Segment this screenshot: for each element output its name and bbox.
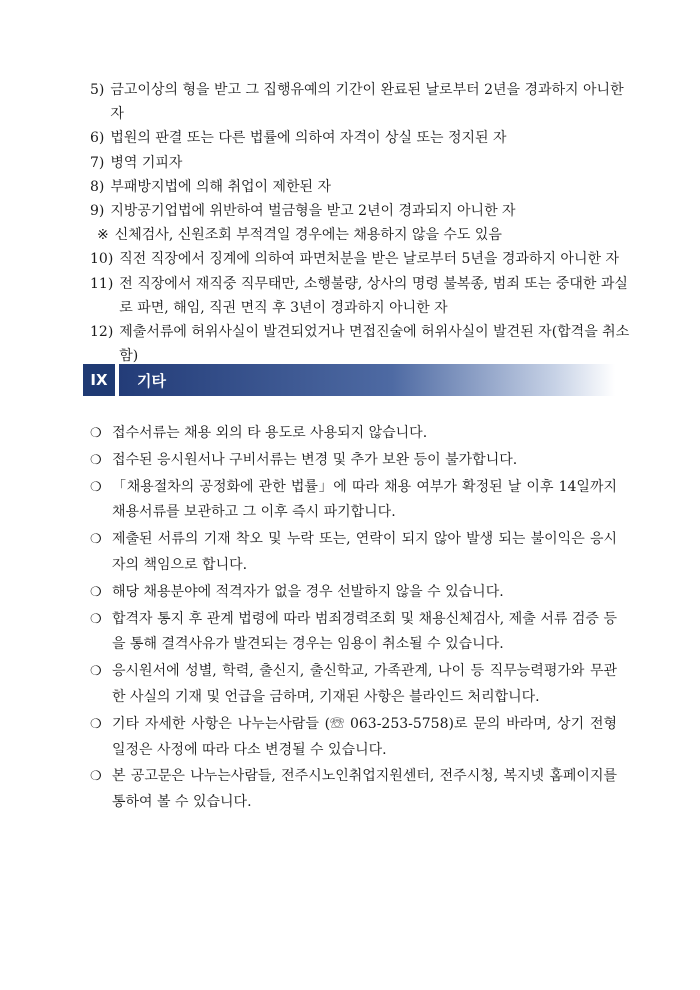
list-item: [90, 764, 617, 816]
circle-bullet-icon: ❍: [90, 479, 102, 495]
circle-bullet-icon: ❍: [90, 426, 102, 441]
list-item: [90, 448, 617, 474]
item-text: 제출된 서류의 기재 착오 및 누락 또는, 연락이 되지 않아 발생 되는 불이익은 응시자의 책임으로 합니다.: [112, 531, 617, 573]
note-text: 신체검사, 신원조회 부적격일 경우에는 채용하지 않을 수도 있음: [114, 227, 502, 244]
section-number: IX: [83, 364, 115, 396]
circle-bullet-icon: ❍: [90, 584, 102, 600]
item-text: 기타 자세한 사항은 나누는사람들 (☏ 063-253-5758)로 문의 바라며, 상기 전형 일정은 사정에 따라 다소 변경될 수 있습니다.: [112, 715, 617, 758]
list-item: [90, 712, 617, 764]
list-item: [90, 421, 617, 447]
notice-list: [90, 421, 617, 817]
item-text: 부패방지법에 의해 취업이 제한된 자: [110, 178, 332, 195]
item-text: 접수된 응시원서나 구비서류는 변경 및 추가 보완 등이 불가합니다.: [112, 451, 518, 468]
circle-bullet-icon: ❍: [90, 532, 102, 548]
item-number: 10): [90, 251, 114, 268]
disqualification-list: [90, 78, 630, 368]
item-number: 12): [90, 324, 114, 341]
list-item: [90, 78, 630, 126]
circle-bullet-icon: ❍: [90, 716, 102, 732]
item-text: 병역 기피자: [110, 154, 183, 171]
item-text: 해당 채용분야에 적격자가 없을 경우 선발하지 않을 수 있습니다.: [112, 583, 504, 600]
list-item: [90, 527, 617, 579]
list-item: [90, 320, 630, 368]
item-text: 본 공고문은 나누는사람들, 전주시노인취업지원센터, 전주시청, 복지넷 홈페이지를 통하여 볼 수 있습니다.: [112, 768, 617, 811]
item-number: 7): [90, 154, 105, 171]
list-item: [90, 151, 630, 175]
circle-bullet-icon: ❍: [90, 664, 102, 680]
item-number: 9): [90, 203, 105, 220]
list-item: [90, 580, 617, 606]
list-item: [90, 475, 617, 527]
list-item: [90, 175, 630, 199]
list-note: [90, 223, 630, 247]
list-item: [90, 607, 617, 659]
list-item: [90, 126, 630, 150]
item-text: 직전 직장에서 징계에 의하여 파면처분을 받은 날로부터 5년을 경과하지 아니한 자: [119, 251, 619, 268]
item-text: 응시원서에 성별, 학력, 출신지, 출신학교, 가족관계, 나이 등 직무능력평가와 무관한 사실의 기재 및 언급을 금하며, 기재된 사항은 블라인드 처리합니다.: [112, 663, 617, 705]
note-mark: ※: [97, 227, 109, 244]
item-text: 합격자 통지 후 관계 법령에 따라 범죄경력조회 및 채용신체검사, 제출 서류 검증 등을 통해 결격사유가 발견되는 경우는 임용이 취소될 수 있습니다.: [112, 610, 617, 653]
item-number: 5): [90, 82, 105, 98]
item-text: 금고이상의 형을 받고 그 집행유예의 기간이 완료된 날로부터 2년을 경과하지 아니한 자: [110, 82, 624, 123]
section-header: [83, 364, 615, 396]
item-number: 6): [90, 130, 105, 147]
item-text: 전 직장에서 재직중 직무태만, 소행불량, 상사의 명령 불복종, 범죄 또는 중대한 과실로 파면, 해임, 직권 면직 후 3년이 경과하지 아니한 자: [119, 275, 628, 316]
section-title: 기타: [119, 364, 615, 396]
item-number: 11): [90, 275, 114, 292]
item-text: 법원의 판결 또는 다른 법률에 의하여 자격이 상실 또는 정지된 자: [110, 130, 507, 147]
item-text: 접수서류는 채용 외의 타 용도로 사용되지 않습니다.: [112, 425, 428, 441]
item-text: 지방공기업법에 위반하여 벌금형을 받고 2년이 경과되지 아니한 자: [110, 203, 516, 220]
circle-bullet-icon: ❍: [90, 452, 102, 468]
list-item: [90, 199, 630, 223]
list-item: [90, 659, 617, 711]
circle-bullet-icon: ❍: [90, 611, 102, 627]
list-item: [90, 247, 630, 271]
item-text: 제출서류에 허위사실이 발견되었거나 면접진술에 허위사실이 발견된 자(합격을 취소함): [119, 324, 630, 365]
item-text: 「채용절차의 공정화에 관한 법률」에 따라 채용 여부가 확정된 날 이후 14일까지 채용서류를 보관하고 그 이후 즉시 파기합니다.: [112, 478, 617, 521]
item-number: 8): [90, 178, 105, 195]
list-item: [90, 272, 630, 320]
circle-bullet-icon: ❍: [90, 769, 102, 785]
